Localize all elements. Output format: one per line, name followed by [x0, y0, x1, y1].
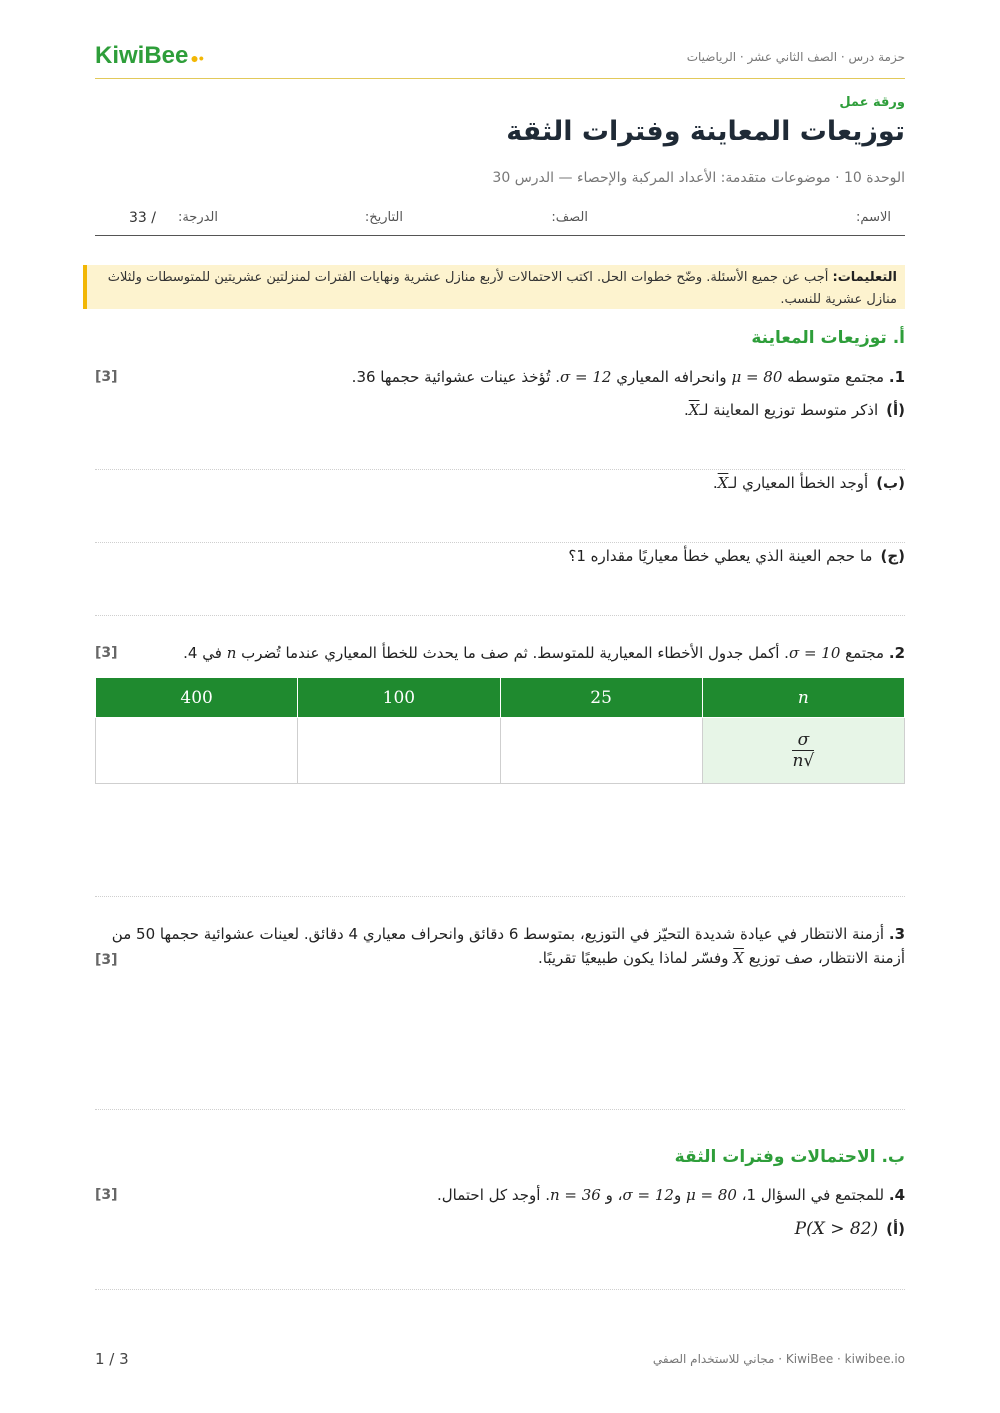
- question-number: 4.: [888, 1186, 905, 1204]
- instructions-text: أجب عن جميع الأسئلة. وضّح خطوات الحل. اكتب الاحتمالات لأربع منازل عشرية ونهايات الفترات لمنزلتين عشريتين للمتوسطات ولثلاث منازل عشرية للنسب.: [107, 270, 897, 307]
- standard-error-table: [95, 677, 905, 784]
- table-header-cell: 100: [298, 678, 500, 718]
- q1-text-b: وانحرافه المعياري: [616, 368, 727, 386]
- answer-line: [95, 896, 905, 897]
- table-header-cell: 25: [500, 678, 702, 718]
- q4-n: n = 36: [550, 1186, 601, 1204]
- question-number: 2.: [888, 644, 905, 662]
- part-text: اذكر متوسط توزيع المعاينة لـ: [699, 401, 879, 419]
- page-header: [95, 38, 905, 79]
- q2-sigma: σ = 10: [788, 644, 841, 662]
- q4-sigma: σ = 12: [622, 1186, 674, 1204]
- q4-part-a: [795, 1219, 905, 1239]
- answer-line: [95, 1109, 905, 1110]
- grade-label: الدرجة:: [177, 210, 218, 225]
- q1-sigma: σ = 12: [560, 368, 612, 386]
- part-text: أوجد الخطأ المعياري لـ: [728, 474, 869, 492]
- doc-kicker: ورقة عمل: [839, 95, 905, 110]
- q1-mu: μ = 80: [731, 368, 783, 386]
- answer-line: [95, 542, 905, 543]
- q2-text-a: مجتمع: [845, 644, 885, 662]
- part-label: (ج): [880, 547, 905, 565]
- part-label: (ب): [876, 474, 905, 492]
- xbar-symbol: X: [688, 401, 700, 419]
- answer-line: [95, 615, 905, 616]
- q4-mu: μ = 80: [685, 1186, 737, 1204]
- xbar-symbol: X: [717, 474, 729, 492]
- table-header-n: [702, 678, 904, 718]
- q1-marks: [3]: [95, 369, 118, 385]
- probability-expression: P(X > 82): [794, 1219, 879, 1239]
- page-number: 1 / 3: [95, 1350, 129, 1368]
- grade-total: / 33: [129, 210, 156, 226]
- breadcrumb: حزمة درس · الصف الثاني عشر · الرياضيات: [686, 50, 905, 64]
- answer-cell[interactable]: [96, 718, 298, 784]
- answer-line: [95, 469, 905, 470]
- section-b-title: ب. الاحتمالات وفترات الثقة: [674, 1147, 905, 1167]
- question-3: [95, 922, 905, 970]
- q1-text-c: . تُؤخذ عينات عشوائية حجمها 36.: [351, 368, 561, 386]
- q3-marks: [3]: [95, 952, 118, 968]
- table-row: [96, 718, 905, 784]
- question-2: [95, 641, 905, 665]
- page-title: توزيعات المعاينة وفترات الثقة: [506, 116, 905, 147]
- question-4: [95, 1183, 905, 1207]
- table-header-row: [96, 678, 905, 718]
- q4-text-b: . أوجد كل احتمال.: [436, 1186, 550, 1204]
- student-info-row: [95, 205, 905, 236]
- class-label: الصف:: [551, 210, 588, 225]
- formula-denominator: √n: [792, 751, 815, 771]
- page-subtitle: الوحدة 10 · موضوعات متقدمة: الأعداد المركبة والإحصاء — الدرس 30: [492, 170, 905, 186]
- q4-marks: [3]: [95, 1187, 118, 1203]
- date-label: التاريخ:: [364, 210, 403, 225]
- q4-and: و: [673, 1186, 682, 1204]
- brand-dots-icon: ●•: [190, 50, 204, 66]
- q3-text: أزمنة الانتظار في عيادة شديدة التحيّز في التوزيع، بمتوسط 6 دقائق وانحراف معياري 4 دقائق. لعينات عشوائية حجمها 50 من أزمنة الانتظار، صف توزيع: [111, 925, 905, 967]
- q2-n: n: [226, 644, 237, 662]
- q3-text-b: وفسّر لماذا يكون طبيعيًا تقريبًا.: [538, 949, 729, 967]
- n-label: n: [797, 687, 809, 708]
- brand-logo: [95, 42, 204, 70]
- q2-marks: [3]: [95, 645, 118, 661]
- question-1: [95, 365, 905, 389]
- answer-cell[interactable]: [298, 718, 500, 784]
- instructions-box: [83, 265, 905, 309]
- answer-line: [95, 1289, 905, 1290]
- q4-and: ، و: [605, 1186, 623, 1204]
- answer-cell[interactable]: [500, 718, 702, 784]
- q2-text-c: في 4.: [183, 644, 222, 662]
- footer-source: KiwiBee · kiwibee.io · مجاني للاستخدام الصفي: [652, 1352, 905, 1366]
- instructions-label: التعليمات:: [832, 270, 897, 285]
- question-number: 3.: [888, 925, 905, 943]
- part-label: (أ): [886, 401, 905, 419]
- section-a-title: أ. توزيعات المعاينة: [751, 328, 905, 348]
- q1-part-a: (أ)اذكر متوسط توزيع المعاينة لـX.: [683, 401, 905, 419]
- q1-part-b: (ب)أوجد الخطأ المعياري لـX.: [712, 474, 905, 492]
- q2-text-b: . أكمل جدول الأخطاء المعيارية للمتوسط. ثم صف ما يحدث للخطأ المعياري عندما تُضرب: [241, 644, 789, 662]
- part-label: (أ): [886, 1220, 905, 1238]
- question-number: 1.: [888, 368, 905, 386]
- se-formula-cell: [702, 718, 904, 784]
- part-text: ما حجم العينة الذي يعطي خطأ معياريًا مقداره 1؟: [568, 547, 873, 565]
- q4-text-a: للمجتمع في السؤال 1،: [741, 1186, 885, 1204]
- formula-numerator: σ: [792, 730, 814, 751]
- q1-part-c: [568, 547, 905, 565]
- table-header-cell: 400: [96, 678, 298, 718]
- q1-text-a: مجتمع متوسطه: [787, 368, 885, 386]
- name-label: الاسم:: [856, 210, 891, 225]
- brand-name: KiwiBee: [95, 42, 189, 69]
- se-formula: [792, 730, 814, 771]
- xbar-symbol: X: [733, 949, 744, 967]
